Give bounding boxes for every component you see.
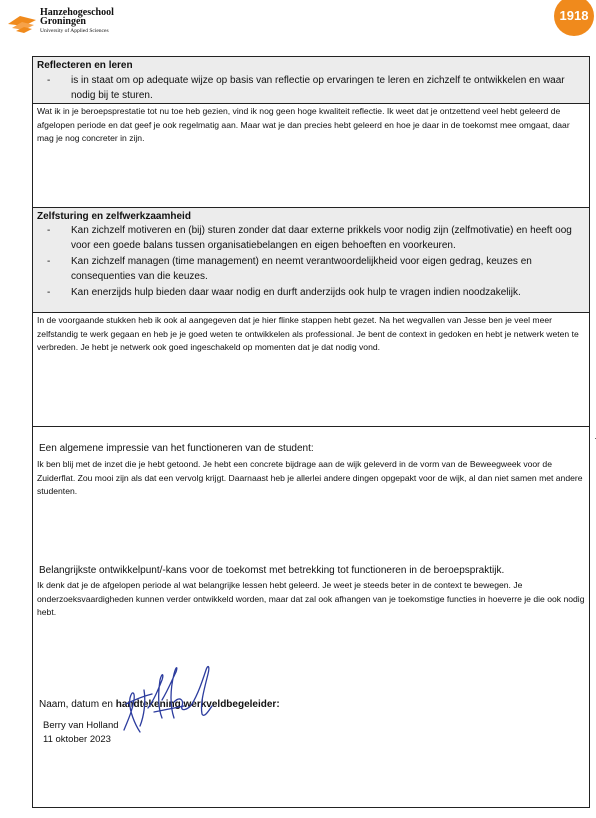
reflect-comment: Wat ik in je beroepsprestatie tot nu toe heb gezien, vind ik nog geen hoge kwaliteit reflectie. Ik weet dat je ontzettend veel hebt geleerd de afgelopen periode en dat geef je ook regelmatig aan. Maar wat je dan precies hebt geleerd en hoe je daar in de toekomst mee omgaat, daar mag je nog concreter in zijn. <box>37 106 570 144</box>
self-bullet-text: Kan enerzijds hulp bieden daar waar nodig en durft anderzijds ook hulp te vragen indien noodzakelijk. <box>71 287 521 298</box>
reflect-bullet-text: is in staat om op adequate wijze op basis van reflectie op ervaringen te leren en zichzelf te ontwikkelen en waar nodig bij te sturen. <box>71 75 565 101</box>
self-bullet-1: - Kan zichzelf motiveren en (bij) sturen zonder dat daar externe prikkels voor nodig zijn (zelfmotivatie) en heeft oog voor een goede balans tussen organisatiebelangen en eigen behoeften en voorkeuren. <box>47 223 587 253</box>
general-question: Een algemene impressie van het functioneren van de student: <box>39 443 314 454</box>
signature-label-bold: handtekening werkveldbegeleider: <box>115 699 280 710</box>
reflect-heading: Reflecteren en leren <box>37 60 133 71</box>
development-question: Belangrijkste ontwikkelpunt/-kans voor de toekomst met betrekking tot functioneren in de beroepspraktijk. <box>39 565 505 576</box>
self-bullet-3: - Kan enerzijds hulp bieden daar waar nodig en durft anderzijds ook hulp te vragen indien noodzakelijk. <box>47 285 587 300</box>
self-criteria <box>33 208 589 312</box>
self-comment: In de voorgaande stukken heb ik ook al aangegeven dat je hier flinke stappen hebt gezet. Na het wegvallen van Jesse ben je veel meer zelfstandig te werk gegaan en heb je je goed weten te ontwikkelen als professional. Je bent de context in gedoken en hebt je netwerk weten te verbreden. Je hebt je netwerk ook goed ingeschakeld op momenten dat je dat nodig vond. <box>37 315 579 353</box>
anniversary-seal <box>552 0 596 38</box>
self-bullet-text: Kan zichzelf managen (time management) en neemt verantwoordelijkheid voor eigen gedrag, keuzes en consequenties van die keuzes. <box>71 256 532 282</box>
hanze-logo <box>6 4 206 40</box>
sign-date <box>43 734 111 745</box>
signer-name <box>43 720 119 731</box>
signer-name-text: Berry van Holland <box>43 720 119 731</box>
sign-date-text: 11 oktober 2023 <box>43 734 111 745</box>
reflect-bullet: - is in staat om op adequate wijze op basis van reflectie op ervaringen te leren en zichzelf te ontwikkelen en waar nodig bij te sturen. <box>47 73 587 103</box>
org-name-line1: Hanzehogeschool <box>40 7 114 18</box>
reflect-criteria <box>33 57 589 103</box>
evaluation-form <box>32 56 590 808</box>
self-bullet-2: - Kan zichzelf managen (time management) en neemt verantwoordelijkheid voor eigen gedrag, keuzes en consequenties van die keuzes. <box>47 254 587 284</box>
hanze-logo-icon <box>6 6 40 36</box>
org-tagline: University of Applied Sciences <box>40 28 109 34</box>
development-answer: Ik denk dat je de afgelopen periode al wat belangrijke lessen hebt geleerd. Je weet je steeds beter in de context te bewegen. Je onderzoeksvaardigheden kunnen verder ontwikkeld worden, maar dat zal ook afhangen van je toekomstige functies in hoeverre je die ook nodig hebt. <box>37 580 585 618</box>
self-heading: Zelfsturing en zelfwerkzaamheid <box>37 211 191 222</box>
general-answer: Ik ben blij met de inzet die je hebt getoond. Je hebt een concrete bijdrage aan de wijk geleverd in de vorm van de Beweegweek voor de Zuiderflat. Zou mooi zijn als dat een vervolg krijgt. Daarnaast heb je allerlei andere dingen opgepakt voor de wijk, al dan niet samen met andere studenten. <box>37 459 583 497</box>
seal-year: 1918 <box>554 0 594 36</box>
signature-label-prefix: Naam, datum en <box>39 699 116 710</box>
self-bullet-text: Kan zichzelf motiveren en (bij) sturen zonder dat daar externe prikkels voor nodig zijn (zelfmotivatie) en heeft oog voor een goede balans tussen organisatiebelangen en eigen behoeften en voorkeuren. <box>71 225 572 251</box>
handwritten-signature <box>118 660 222 734</box>
org-name-line2: Groningen <box>40 16 86 27</box>
